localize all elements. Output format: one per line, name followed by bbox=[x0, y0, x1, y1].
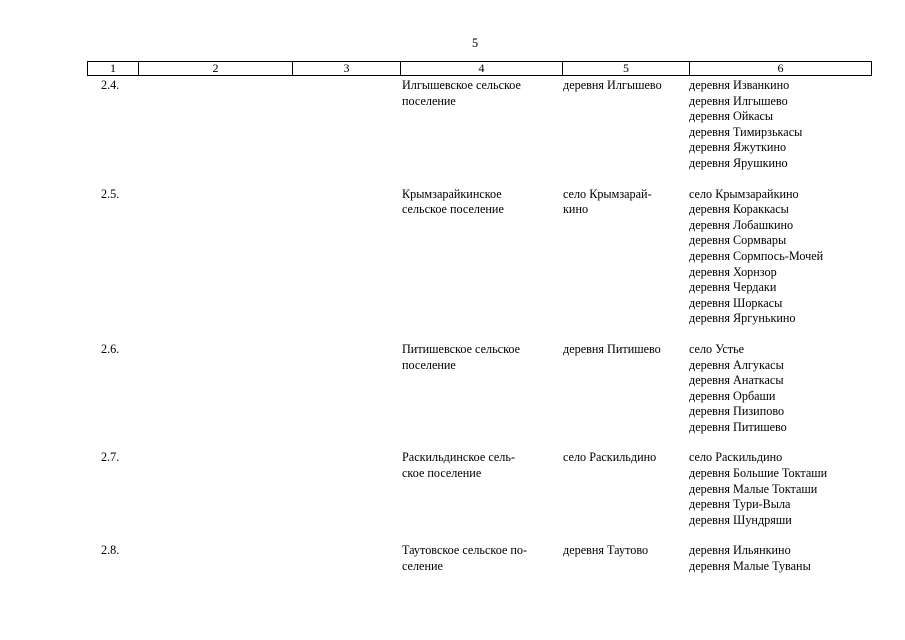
locality-item: деревня Сормпось-Мочей bbox=[689, 248, 824, 263]
column-header-1: 1 bbox=[88, 62, 139, 76]
locality-item: деревня Сормвары bbox=[689, 233, 787, 248]
locality-item: деревня Шундряши bbox=[689, 512, 792, 527]
locality-item: деревня Ярушкино bbox=[689, 155, 788, 170]
column-header-row bbox=[88, 62, 872, 76]
row-number: 2.5. bbox=[101, 186, 120, 201]
locality-item: деревня Чердаки bbox=[689, 280, 777, 295]
administrative-center-line: село Раскильдино bbox=[563, 450, 657, 465]
locality-item: деревня Изванкино bbox=[689, 78, 790, 92]
locality-item: деревня Шоркасы bbox=[689, 295, 783, 310]
locality-item: деревня Тури-Выла bbox=[689, 497, 791, 512]
locality-item: деревня Анаткасы bbox=[689, 373, 784, 388]
settlement-name-line: ское поселение bbox=[402, 466, 482, 481]
administrative-center-line: село Крымзарай- bbox=[563, 186, 652, 201]
settlement-name-line: сельское поселение bbox=[402, 202, 504, 217]
page-number: 5 bbox=[471, 36, 479, 50]
table-row bbox=[87, 543, 865, 574]
row-number: 2.4. bbox=[101, 78, 120, 92]
empty-cell-2 bbox=[137, 543, 290, 574]
row-spacer bbox=[87, 327, 865, 342]
settlements-table-body bbox=[87, 78, 865, 575]
administrative-center bbox=[558, 543, 684, 574]
administrative-center bbox=[558, 342, 684, 436]
column-header-6: 6 bbox=[690, 62, 872, 76]
settlement-name-line: Крымзарайкинское bbox=[402, 186, 502, 201]
empty-cell-3 bbox=[290, 543, 397, 574]
locality-item: деревня Орбаши bbox=[689, 388, 776, 403]
settlement-name bbox=[397, 543, 558, 574]
column-header-5: 5 bbox=[563, 62, 690, 76]
locality-item: деревня Хорнзор bbox=[689, 264, 777, 279]
locality-item: село Устье bbox=[689, 341, 745, 356]
localities-list bbox=[684, 450, 865, 528]
row-number: 2.7. bbox=[101, 450, 120, 465]
settlement-name-line: поселение bbox=[402, 357, 456, 372]
settlement-name-line: поселение bbox=[402, 93, 456, 108]
locality-item: деревня Малые Токташи bbox=[689, 481, 818, 496]
empty-cell-2 bbox=[137, 342, 290, 436]
empty-cell-2 bbox=[137, 450, 290, 528]
settlement-name bbox=[397, 450, 558, 528]
locality-item: село Крымзарайкино bbox=[689, 186, 799, 201]
locality-item: деревня Лобашкино bbox=[689, 217, 794, 232]
locality-item: деревня Тимирзькасы bbox=[689, 124, 803, 139]
settlement-name-line: Таутовское сельское по- bbox=[402, 543, 528, 558]
locality-item: деревня Пизипово bbox=[689, 404, 785, 419]
settlement-name-line: Раскильдинское сель- bbox=[402, 450, 516, 465]
locality-item: деревня Алгукасы bbox=[689, 357, 784, 372]
column-header-table bbox=[87, 61, 872, 76]
settlement-name-line: селение bbox=[402, 559, 443, 574]
row-spacer bbox=[87, 435, 865, 450]
row-spacer bbox=[87, 528, 865, 543]
locality-item: деревня Яргунькино bbox=[689, 311, 796, 326]
localities-list bbox=[684, 187, 865, 327]
settlements-table bbox=[87, 78, 865, 575]
row-spacer bbox=[87, 172, 865, 187]
empty-cell-2 bbox=[137, 187, 290, 327]
administrative-center-line: деревня Таутово bbox=[563, 543, 649, 558]
locality-item: деревня Большие Токташи bbox=[689, 466, 828, 481]
row-number: 2.6. bbox=[101, 341, 120, 356]
administrative-center bbox=[558, 187, 684, 327]
column-header-2: 2 bbox=[139, 62, 293, 76]
settlement-name-line: Питишевское сельское bbox=[402, 341, 521, 356]
localities-list bbox=[684, 543, 865, 574]
locality-item: деревня Ильянкино bbox=[689, 543, 791, 558]
administrative-center-line: деревня Питишево bbox=[563, 341, 661, 356]
administrative-center-line: деревня Илгышево bbox=[563, 78, 662, 92]
localities-list bbox=[684, 342, 865, 436]
locality-item: деревня Яжуткино bbox=[689, 140, 787, 155]
settlement-name bbox=[397, 78, 558, 172]
settlement-name-line: Илгышевское сельское bbox=[402, 78, 521, 92]
settlement-name bbox=[397, 342, 558, 436]
empty-cell-3 bbox=[290, 342, 397, 436]
empty-cell-3 bbox=[290, 187, 397, 327]
localities-list bbox=[684, 78, 865, 172]
locality-item: деревня Малые Туваны bbox=[689, 559, 811, 574]
empty-cell-3 bbox=[290, 450, 397, 528]
locality-item: деревня Ойкасы bbox=[689, 109, 774, 124]
empty-cell-2 bbox=[137, 78, 290, 172]
table-row bbox=[87, 187, 865, 327]
table-row bbox=[87, 450, 865, 528]
table-row bbox=[87, 342, 865, 436]
empty-cell-3 bbox=[290, 78, 397, 172]
row-number: 2.8. bbox=[101, 543, 120, 558]
column-header-4: 4 bbox=[401, 62, 563, 76]
locality-item: деревня Кораккасы bbox=[689, 202, 789, 217]
locality-item: деревня Илгышево bbox=[689, 93, 788, 108]
table-row bbox=[87, 78, 865, 172]
administrative-center bbox=[558, 450, 684, 528]
settlement-name bbox=[397, 187, 558, 327]
locality-item: село Раскильдино bbox=[689, 450, 783, 465]
locality-item: деревня Питишево bbox=[689, 419, 787, 434]
administrative-center-line: кино bbox=[563, 202, 589, 217]
administrative-center bbox=[558, 78, 684, 172]
column-header-3: 3 bbox=[293, 62, 401, 76]
